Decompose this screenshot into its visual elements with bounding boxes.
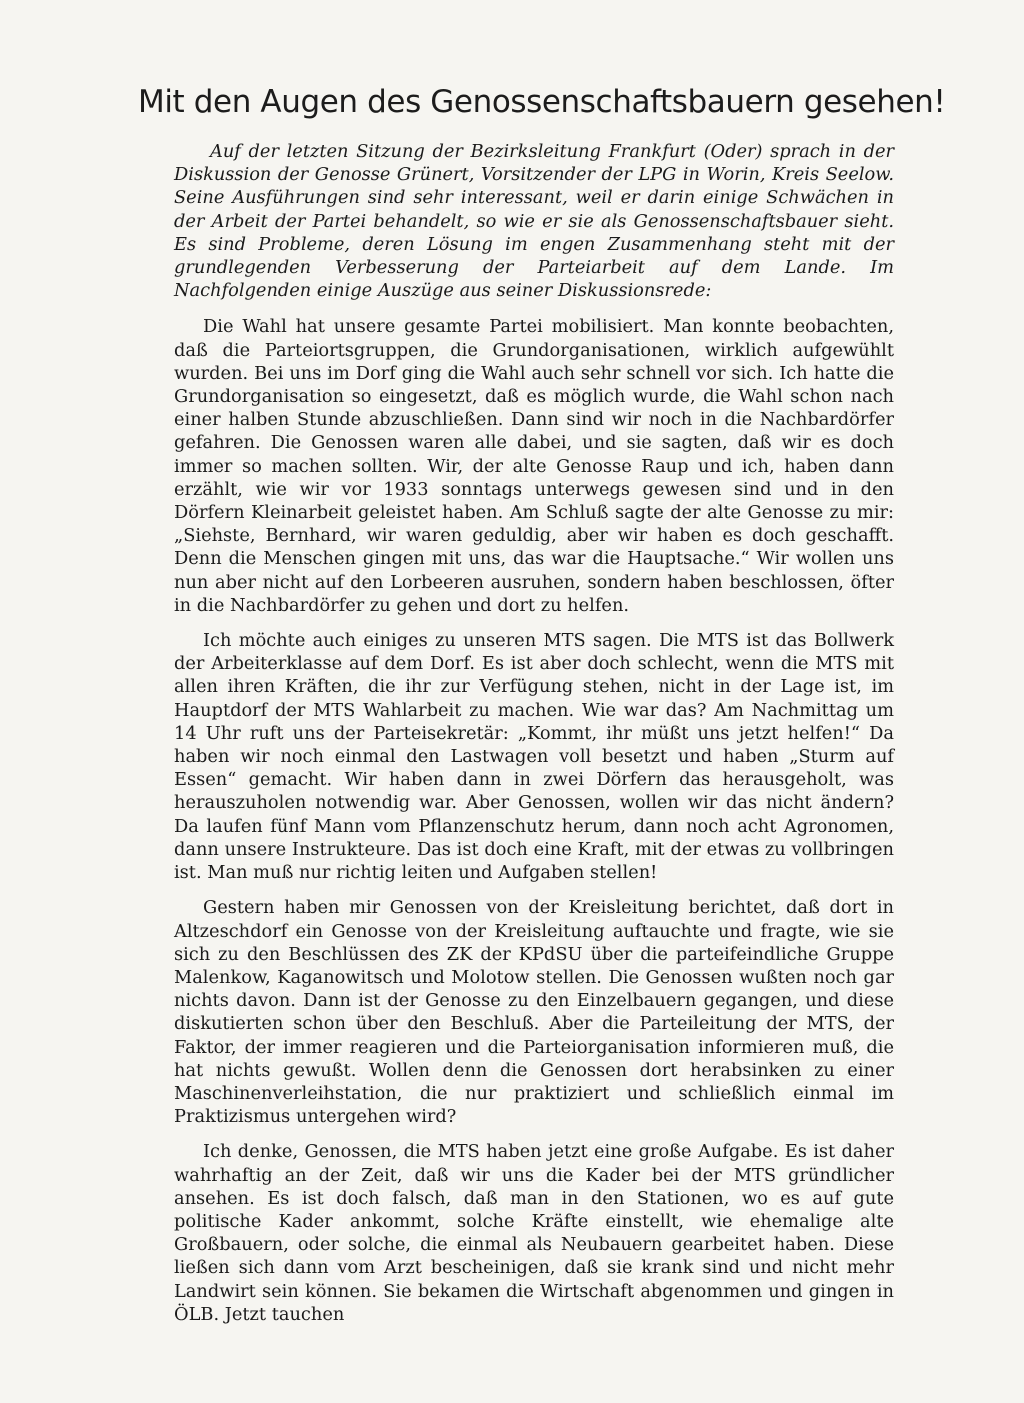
article-body [174, 140, 894, 1338]
body-paragraph-2: Ich möchte auch einiges zu unseren MTS sagen. Die MTS ist das Bollwerk der Arbeiterklasse auf dem Dorf. Es ist aber doch schlecht, wenn die MTS mit allen ihren Kräften, die ihr zur Verfügung stehen, nicht in der Lage ist, im Hauptdorf der MTS Wahlarbeit zu machen. Wie war das? Am Nachmittag um 14 Uhr ruft uns der Parteisekretär: „Kommt, ihr müßt uns jetzt helfen!“ Da haben wir noch einmal den Lastwagen voll besetzt und haben „Sturm auf Essen“ gemacht. Wir haben dann in zwei Dörfern das herausgeholt, was herauszuholen notwendig war. Aber Genossen, wollen wir das nicht ändern? Da laufen fünf Mann vom Pflanzenschutz herum, dann noch acht Agronomen, dann unsere Instrukteure. Das ist doch eine Kraft, mit der etwas zu vollbringen ist. Man muß nur richtig leiten und Aufgaben stellen! [174, 630, 894, 884]
body-paragraph-4: Ich denke, Genossen, die MTS haben jetzt eine große Aufgabe. Es ist daher wahrhaftig an der Zeit, daß wir uns die Kader bei der MTS gründlicher ansehen. Es ist doch falsch, daß man in den Stationen, wo es auf gute politische Kader ankommt, solche Kräfte einstellt, wie ehemalige alte Großbauern, oder solche, die einmal als Neubauern gearbeitet haben. Diese ließen sich dann vom Arzt bescheinigen, daß sie krank sind und nicht mehr Landwirt sein können. Sie bekamen die Wirtschaft abgenommen und gingen in ÖLB. Jetzt tauchen [174, 1141, 894, 1325]
page-title: Mit den Augen des Genossenschaftsbauern gesehen! [138, 84, 946, 120]
body-paragraph-1: Die Wahl hat unsere gesamte Partei mobilisiert. Man konnte beobachten, daß die Parteiortsgruppen, die Grundorganisationen, wirklich aufgewühlt wurden. Bei uns im Dorf ging die Wahl auch sehr schnell vor sich. Ich hatte die Grundorganisation so eingesetzt, daß es möglich wurde, die Wahl schon nach einer halben Stunde abzuschließen. Dann sind wir noch in die Nachbardörfer gefahren. Die Genossen waren alle dabei, und sie sagten, daß wir es doch immer so machen sollten. Wir, der alte Genosse Raup und ich, haben dann erzählt, wie wir vor 1933 sonntags unterwegs gewesen sind und in den Dörfern Kleinarbeit geleistet haben. Am Schluß sagte der alte Genosse zu mir: „Siehste, Bernhard, wir waren geduldig, aber wir haben es doch geschafft. Denn die Menschen gingen mit uns, das war die Hauptsache.“ Wir wollen uns nun aber nicht auf den Lorbeeren ausruhen, sondern haben beschlossen, öfter in die Nachbardörfer zu gehen und dort zu helfen. [174, 316, 894, 616]
intro-paragraph: Auf der letzten Sitzung der Bezirksleitung Frankfurt (Oder) sprach in der Diskussion der Genosse Grünert, Vorsitzender der LPG in Worin, Kreis Seelow. Seine Ausführungen sind sehr interessant, weil er darin einige Schwächen in der Arbeit der Partei behandelt, so wie er sie als Genossenschaftsbauer sieht. Es sind Probleme, deren Lösung im engen Zusammenhang steht mit der grundlegenden Verbesserung der Parteiarbeit auf dem Lande. Im Nachfolgenden einige Auszüge aus seiner Diskussionsrede: [174, 141, 894, 302]
body-paragraph-3: Gestern haben mir Genossen von der Kreisleitung berichtet, daß dort in Altzeschdorf ein Genosse von der Kreisleitung auftauchte und fragte, wie sie sich zu den Beschlüssen des ZK der KPdSU über die parteifeindliche Gruppe Malenkow, Kaganowitsch und Molotow stellen. Die Genossen wußten noch gar nichts davon. Dann ist der Genosse zu den Einzelbauern gegangen, und diese diskutierten schon über den Beschluß. Aber die Parteileitung der MTS, der Faktor, der immer reagieren und die Parteiorganisation informieren muß, die hat nichts gewußt. Wollen denn die Genossen dort herabsinken zu einer Maschinenverleihstation, die nur praktiziert und schließlich einmal im Praktizismus untergehen wird? [174, 897, 894, 1128]
